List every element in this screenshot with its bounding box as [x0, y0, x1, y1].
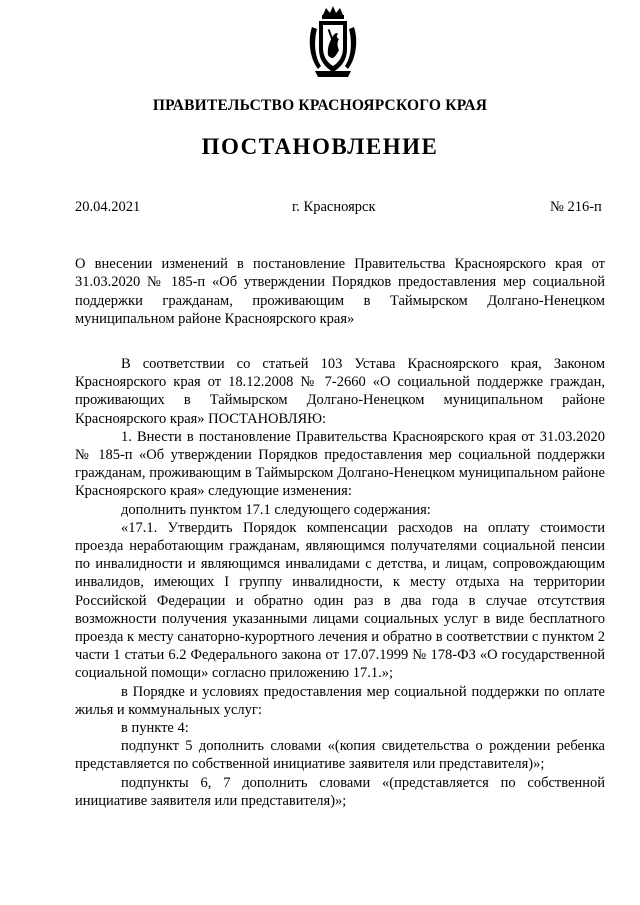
document-subject: О внесении изменений в постановление Правительства Красноярского края от 31.03.2020 № 185-п «Об утверждении Порядков предоставления мер социальной поддержки гражданам, проживающим в Таймырском Долгано-Ненецком муниципальном районе Красноярского края» — [75, 256, 605, 327]
document-number: № 216-п — [550, 199, 602, 215]
body-paragraph: подпункты 6, 7 дополнить словами «(представляется по собственной инициативе заявителя или представителя)»; — [75, 774, 605, 809]
body-paragraph: 1. Внести в постановление Правительства Красноярского края от 31.03.2020 № 185-п «Об утверждении Порядков предоставления мер социальной поддержки гражданам, проживающим в Таймырском Долгано-Ненецком муниципальном районе Красноярского края» следующие изменения: — [75, 428, 605, 500]
body-paragraph: дополнить пунктом 17.1 следующего содержания: — [121, 501, 431, 518]
organization-title: ПРАВИТЕЛЬСТВО КРАСНОЯРСКОГО КРАЯ — [152, 97, 488, 114]
body-paragraph: В соответствии со статьей 103 Устава Красноярского края, Законом Красноярского края от 18.12.2008 № 7-2660 «О социальной поддержке граждан, проживающих в Таймырском Долгано-Ненецком муниципальном районе Красноярского края» ПОСТАНОВЛЯЮ: — [75, 356, 605, 427]
document-type-title: ПОСТАНОВЛЕНИЕ — [201, 134, 439, 159]
document-city: г. Красноярск — [292, 199, 376, 215]
body-paragraph: «17.1. Утвердить Порядок компенсации расходов на оплату стоимости проезда неработающим гражданам, являющимся получателями социальной пенсии по инвалидности и являющимся инвалидами с детства, и лицам, сопровождающим инвалидов, имеющих I группу инвалидности, к месту отдыха на территории Российской Федерации и обратно один раз в два года в случае отсутствия возможности получения указанными лицами социальных услуг в виде бесплатного проезда к месту санаторно-курортного лечения и обратно в соответствии с пунктом 2 части 1 статьи 6.2 Федерального закона от 17.07.1999 № 178-ФЗ «О государственной социальной помощи» согласно приложению 17.1.»; — [75, 519, 605, 682]
body-paragraph: в Порядке и условиях предоставления мер социальной поддержки по оплате жилья и коммунальных услуг: — [75, 683, 605, 718]
body-paragraph: подпункт 5 дополнить словами «(копия свидетельства о рождении ребенка представляется по собственной инициативе заявителя или представителя)»; — [75, 738, 605, 773]
document-date: 20.04.2021 — [75, 199, 141, 215]
body-paragraph: в пункте 4: — [121, 720, 189, 737]
coat-of-arms-icon — [306, 5, 360, 81]
document-body — [75, 355, 605, 810]
